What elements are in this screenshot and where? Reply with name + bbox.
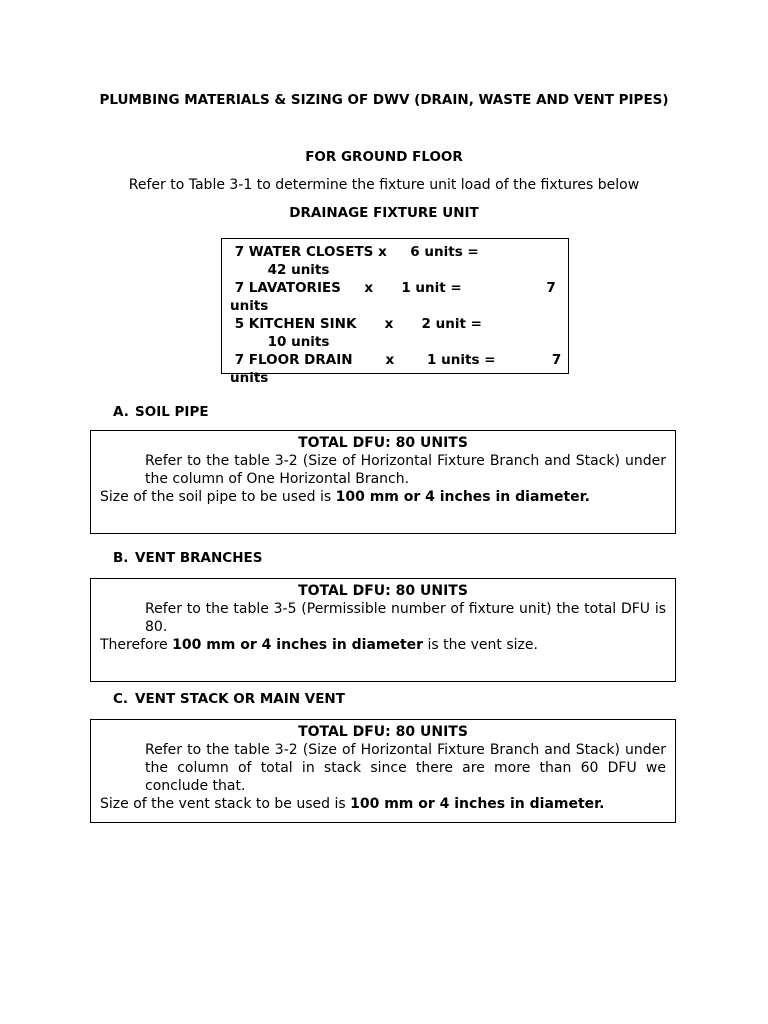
fixture-unit-box [221, 238, 569, 386]
size-statement [100, 795, 666, 813]
section-title: VENT STACK OR MAIN VENT [135, 691, 345, 707]
section-paragraph: Refer to the table 3-2 (Size of Horizontal Fixture Branch and Stack) under the column of One Horizontal Branch. [145, 453, 666, 487]
size-text: Therefore [100, 637, 173, 653]
size-text-post: is the vent size. [423, 637, 538, 653]
section-a-label [113, 404, 209, 420]
floor-heading: FOR GROUND FLOOR [305, 149, 463, 165]
document-title: PLUMBING MATERIALS & SIZING OF DWV (DRAIN, WASTE AND VENT PIPES) [99, 92, 669, 108]
section-a-box [90, 430, 676, 534]
section-b-label [113, 550, 262, 566]
intro-text: Refer to Table 3-1 to determine the fixture unit load of the fixtures below [128, 177, 640, 193]
size-statement [100, 636, 666, 654]
size-statement [100, 488, 666, 506]
fixture-line: 7 WATER CLOSETS x 6 units = [230, 244, 479, 260]
total-dfu: TOTAL DFU: 80 UNITS [298, 435, 468, 451]
total-dfu: TOTAL DFU: 80 UNITS [298, 583, 468, 599]
fixture-line: units [230, 298, 269, 314]
section-paragraph: Refer to the table 3-2 (Size of Horizontal Fixture Branch and Stack) under the column of total in stack since there are more than 60 DFU we conclude that. [145, 742, 666, 794]
fixture-line: 10 units [230, 334, 330, 350]
fixture-line: units [230, 370, 269, 386]
fixture-line: 5 KITCHEN SINK x 2 unit = [230, 316, 482, 332]
section-letter: A. [113, 404, 129, 420]
size-value: 100 mm or 4 inches in diameter. [350, 796, 605, 812]
section-letter: C. [113, 691, 129, 707]
section-paragraph: Refer to the table 3-5 (Permissible number of fixture unit) the total DFU is 80. [145, 601, 666, 635]
section-c-label [113, 691, 345, 707]
section-title: SOIL PIPE [135, 404, 209, 420]
fixture-line: 7 LAVATORIES x 1 unit = 7 [230, 280, 556, 296]
fixture-line: 7 FLOOR DRAIN x 1 units = 7 [230, 352, 562, 368]
section-letter: B. [113, 550, 129, 566]
dfu-heading: DRAINAGE FIXTURE UNIT [289, 205, 479, 221]
size-text: Size of the soil pipe to be used is [100, 489, 336, 505]
size-text: Size of the vent stack to be used is [100, 796, 351, 812]
total-dfu: TOTAL DFU: 80 UNITS [298, 724, 468, 740]
size-value: 100 mm or 4 inches in diameter. [335, 489, 590, 505]
section-b-box [90, 578, 676, 682]
section-title: VENT BRANCHES [135, 550, 263, 566]
fixture-line: 42 units [230, 262, 330, 278]
size-value: 100 mm or 4 inches in diameter [172, 637, 424, 653]
section-c-box [90, 719, 676, 823]
